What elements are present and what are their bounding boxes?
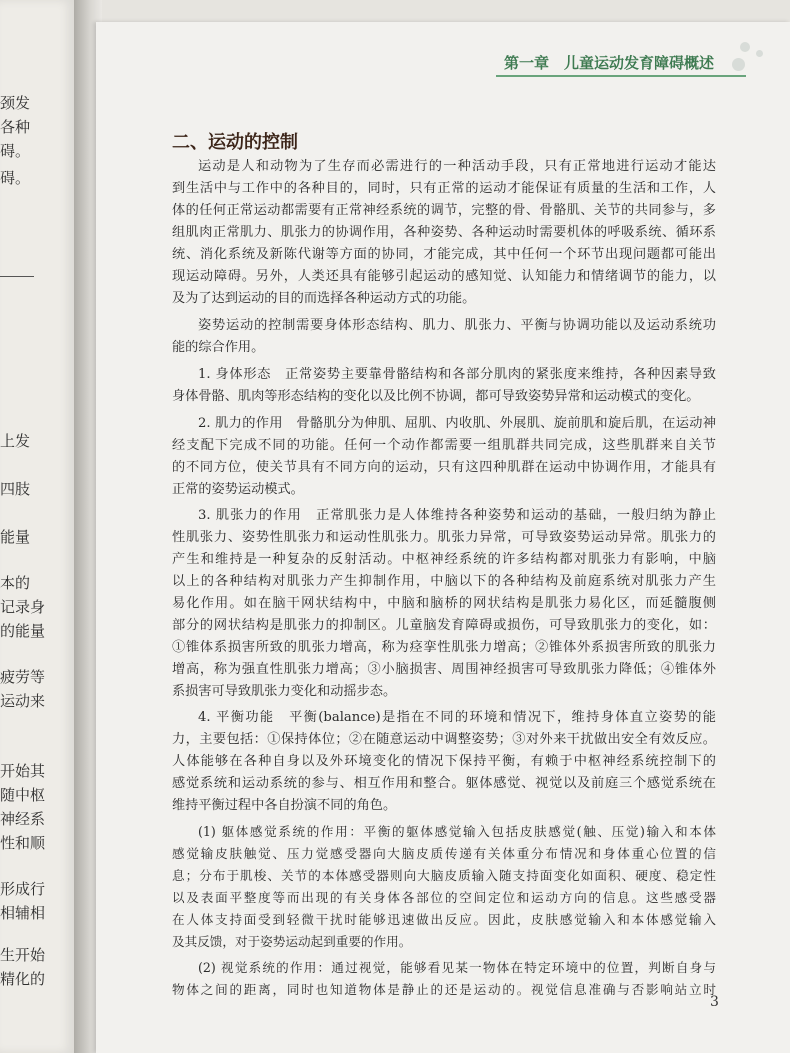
text-line: 体的任何正常运动都需要有正常神经系统的调节，完整的骨、骨骼肌、关节的共同参与，多 <box>172 203 716 218</box>
text-line: 系损害可导致肌张力变化和动摇步态。 <box>172 684 397 699</box>
text-line: 4. 平衡功能 平衡(balance)是指在不同的环境和情况下，维持身体直立姿势的能 <box>198 710 716 725</box>
text-line: 增高，称为强直性肌张力增高；③小脑损害、周围神经损害可导致肌张力降低；④锥体外 <box>172 662 716 677</box>
left-margin-text: 能量 <box>0 528 31 546</box>
text-line: 物体之间的距离，同时也知道物体是静止的还是运动的。视觉信息准确与否影响站立时 <box>172 982 716 997</box>
left-margin-text: 神经系 <box>0 810 46 828</box>
text-line: 组肌肉正常肌力、肌张力的协调作用，各种姿势、各种运动时需要机体的呼吸系统、循环系 <box>172 225 716 240</box>
text-line: 产生和维持是一种复杂的反射活动。中枢神经系统的许多结构都对肌张力有影响，中脑 <box>172 552 716 567</box>
left-margin-text: 上发 <box>0 432 31 450</box>
text-line: 性肌张力、姿势性肌张力和运动性肌张力。肌张力异常，可导致姿势运动异常。肌张力的 <box>172 530 716 545</box>
left-margin-rule <box>0 276 34 277</box>
text-line: 以及表面平整度等而出现的有关身体各部位的空间定位和运动方向的信息。这些感受器 <box>172 890 716 905</box>
text-line: 在人体支持面受到轻微干扰时能够迅速做出反应。因此，皮肤感觉输入和本体感觉输入 <box>172 912 716 927</box>
left-margin-text: 形成行 <box>0 880 46 898</box>
left-margin-text: 本的 <box>0 574 31 592</box>
book-page <box>96 22 790 1053</box>
left-page-edge <box>0 0 74 1053</box>
text-line: (2) 视觉系统的作用：通过视觉，能够看见某一物体在特定环境中的位置，判断自身与 <box>198 960 716 975</box>
left-margin-text: 四肢 <box>0 480 31 498</box>
text-line: 身体骨骼、肌肉等形态结构的变化以及比例不协调，都可导致姿势异常和运动模式的变化。 <box>172 389 700 404</box>
text-line: 及为了达到运动的目的而选择各种运动方式的功能。 <box>172 291 476 306</box>
left-margin-text: 运动来 <box>0 692 46 710</box>
left-margin-text: 相辅相 <box>0 904 46 922</box>
left-margin-text: 疲劳等 <box>0 668 46 686</box>
text-line: 运动是人和动物为了生存而必需进行的一种活动手段，只有正常地进行运动才能达 <box>198 159 716 174</box>
text-line: 部分的网状结构是肌张力的抑制区。儿童脑发育障碍或损伤，可导致肌张力的变化，如： <box>172 618 716 633</box>
left-margin-text: 碍。 <box>0 169 31 187</box>
text-line: 3. 肌张力的作用 正常肌张力是人体维持各种姿势和运动的基础，一般归纳为静止 <box>198 508 716 523</box>
text-line: 的不同方位，使关节具有不同方向的运动，只有这四种肌群在运动中协调作用，才能具有 <box>172 460 716 475</box>
text-line: 统、消化系统及新陈代谢等方面的协同，才能完成，其中任何一个环节出现问题都可能出 <box>172 247 716 262</box>
text-line: 感觉输皮肤触觉、压力觉感受器向大脑皮质传递有关体重分布情况和身体重心位置的信 <box>172 846 716 861</box>
chapter-header: 第一章 儿童运动发育障碍概述 <box>504 54 715 72</box>
left-margin-text: 精化的 <box>0 970 46 988</box>
left-margin-text: 颈发 <box>0 94 31 112</box>
page-number: 3 <box>710 994 719 1010</box>
text-line: 1. 身体形态 正常姿势主要靠骨骼结构和各部分肌肉的紧张度来维持，各种因素导致 <box>198 367 716 382</box>
header-rule <box>496 75 746 77</box>
text-line: ①锥体系损害所致的肌张力增高，称为痉挛性肌张力增高；②锥体外系损害所致的肌张力 <box>172 640 716 655</box>
text-line: 经支配下完成不同的功能。任何一个动作都需要一组肌群共同完成，这些肌群来自关节 <box>172 438 716 453</box>
left-margin-text: 随中枢 <box>0 786 46 804</box>
left-margin-text: 开始其 <box>0 762 46 780</box>
left-margin-text: 生开始 <box>0 946 46 964</box>
section-title: 二、运动的控制 <box>172 132 298 153</box>
text-line: 力，主要包括：①保持体位；②在随意运动中调整姿势；③对外来干扰做出安全有效反应。 <box>172 732 716 747</box>
text-line: 2. 肌力的作用 骨骼肌分为伸肌、屈肌、内收肌、外展肌、旋前肌和旋后肌，在运动神 <box>198 416 716 431</box>
text-line: 姿势运动的控制需要身体形态结构、肌力、肌张力、平衡与协调功能以及运动系统功 <box>198 318 716 333</box>
decorative-dot <box>756 50 763 57</box>
decorative-dot <box>740 42 750 52</box>
text-line: 以上的各种结构对肌张力产生抑制作用，中脑以下的各种结构及前庭系统对肌张力产生 <box>172 574 716 589</box>
left-margin-text: 各种 <box>0 118 31 136</box>
text-line: 及其反馈，对于姿势运动起到重要的作用。 <box>172 934 412 949</box>
text-line: 正常的姿势运动模式。 <box>172 482 304 497</box>
decorative-dot <box>732 58 745 71</box>
text-line: 到生活中与工作中的各种目的，同时，只有正常的运动才能保证有质量的生活和工作，人 <box>172 181 716 196</box>
text-line: 人体能够在各种自身以及外环境变化的情况下保持平衡，有赖于中枢神经系统控制下的 <box>172 754 716 769</box>
text-line: 息；分布于肌梭、关节的本体感受器则向大脑皮质输入随支持面变化如面积、硬度、稳定性 <box>172 868 716 883</box>
text-line: 易化作用。如在脑干网状结构中，中脑和脑桥的网状结构是肌张力易化区，而延髓腹侧 <box>172 596 716 611</box>
left-margin-text: 性和顺 <box>0 834 46 852</box>
left-margin-text: 的能量 <box>0 622 46 640</box>
text-line: (1) 躯体感觉系统的作用：平衡的躯体感觉输入包括皮肤感觉(触、压觉)输入和本体 <box>198 824 716 839</box>
text-line: 能的综合作用。 <box>172 340 265 355</box>
left-margin-text: 碍。 <box>0 142 31 160</box>
left-margin-text: 记录身 <box>0 598 46 616</box>
text-line: 感觉系统和运动系统的参与、相互作用和整合。躯体感觉、视觉以及前庭三个感觉系统在 <box>172 776 716 791</box>
text-line: 维持平衡过程中各自扮演不同的角色。 <box>172 798 397 813</box>
text-line: 现运动障碍。另外，人类还具有能够引起运动的感知觉、认知能力和情绪调节的能力，以 <box>172 269 716 284</box>
